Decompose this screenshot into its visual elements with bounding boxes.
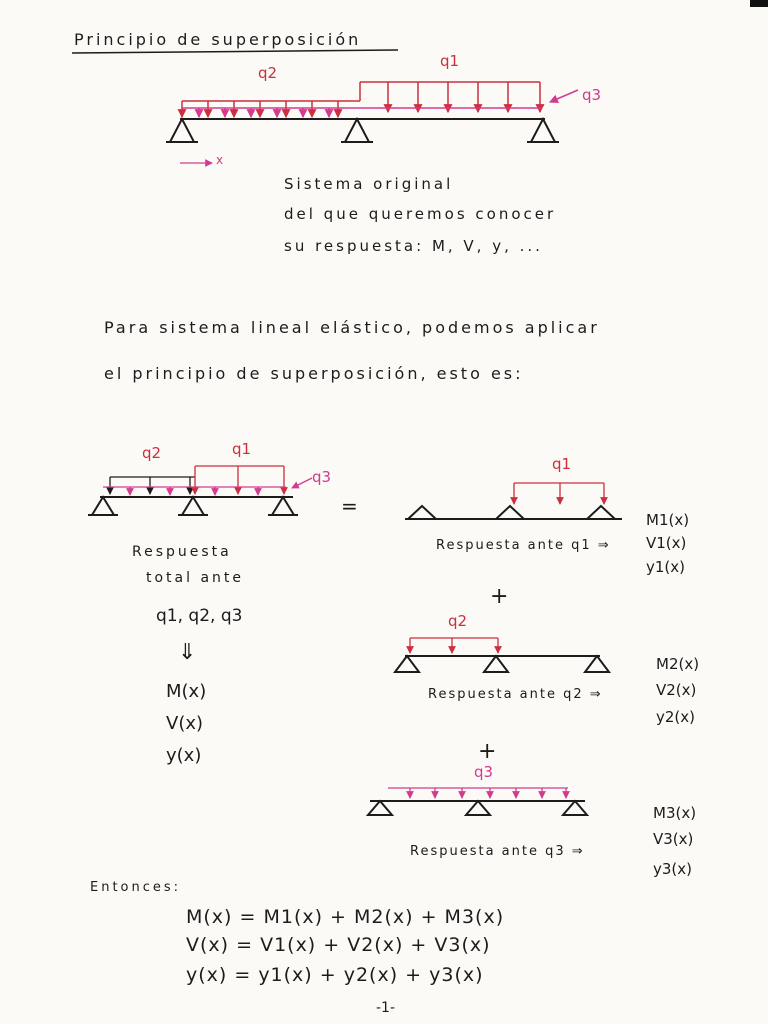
left-q1-label: q1 bbox=[232, 440, 252, 458]
equals-sign: = bbox=[341, 494, 358, 518]
total-V: V(x) bbox=[166, 713, 204, 734]
case1-q1-label: q1 bbox=[552, 455, 572, 473]
case2-M: M2(x) bbox=[656, 655, 700, 673]
case1-beam-figure bbox=[405, 483, 622, 519]
total-response-line-1: Respuesta bbox=[132, 544, 232, 560]
case3-beam-figure bbox=[368, 788, 587, 815]
total-response-line-2: total ante bbox=[146, 570, 245, 586]
top-beam-figure bbox=[166, 82, 578, 163]
equation-V: V(x) = V1(x) + V2(x) + V3(x) bbox=[186, 934, 491, 956]
left-q3-label: q3 bbox=[312, 468, 332, 486]
case2-q2-label: q2 bbox=[448, 612, 468, 630]
title-underline bbox=[72, 50, 398, 53]
case1-y: y1(x) bbox=[646, 558, 686, 576]
left-q1-load bbox=[195, 466, 284, 494]
plus-sign-1: + bbox=[490, 584, 509, 609]
case3-q3-load bbox=[388, 788, 568, 798]
page-title: Principio de superposición bbox=[74, 30, 362, 49]
total-y: y(x) bbox=[166, 745, 202, 766]
support-b bbox=[345, 119, 369, 142]
equation-M: M(x) = M1(x) + M2(x) + M3(x) bbox=[186, 906, 505, 928]
case2-q2-load bbox=[410, 638, 498, 653]
support-a bbox=[170, 119, 194, 142]
support-c bbox=[531, 119, 555, 142]
statement-line-2: el principio de superposición, esto es: bbox=[104, 364, 524, 383]
left-beam-figure bbox=[88, 466, 312, 515]
case2-text: Respuesta ante q2 ⇒ bbox=[428, 687, 603, 702]
total-M: M(x) bbox=[166, 681, 207, 702]
plus-sign-2: + bbox=[478, 739, 497, 764]
top-q3-load bbox=[182, 90, 578, 117]
left-q3-load bbox=[103, 478, 312, 495]
case1-q1-load bbox=[514, 483, 604, 504]
case2-y: y2(x) bbox=[656, 708, 696, 726]
case3-y: y3(x) bbox=[653, 860, 693, 878]
statement-line-1: Para sistema lineal elástico, podemos aplicar bbox=[104, 318, 600, 337]
left-q2-load bbox=[110, 477, 195, 494]
case1-V: V1(x) bbox=[646, 534, 687, 552]
top-q2-label: q2 bbox=[258, 64, 278, 82]
total-loads: q1, q2, q3 bbox=[156, 606, 243, 626]
case3-text: Respuesta ante q3 ⇒ bbox=[410, 844, 585, 859]
top-q2-load bbox=[182, 101, 360, 117]
page-number: -1- bbox=[376, 1000, 396, 1016]
case2-beam-figure bbox=[395, 638, 609, 672]
case1-text: Respuesta ante q1 ⇒ bbox=[436, 538, 611, 553]
intro-line-2: del que queremos conocer bbox=[284, 205, 557, 223]
intro-line-1: Sistema original bbox=[284, 175, 454, 193]
left-q2-label: q2 bbox=[142, 444, 162, 462]
case3-q3-label: q3 bbox=[474, 763, 494, 781]
conclusion-label: Entonces: bbox=[90, 880, 182, 895]
intro-line-3: su respuesta: M, V, y, ... bbox=[284, 237, 543, 255]
x-axis-label: x bbox=[216, 153, 224, 167]
top-q3-label: q3 bbox=[582, 86, 602, 104]
case1-M: M1(x) bbox=[646, 511, 690, 529]
equation-y: y(x) = y1(x) + y2(x) + y3(x) bbox=[186, 964, 484, 986]
case3-M: M3(x) bbox=[653, 804, 697, 822]
top-q1-label: q1 bbox=[440, 52, 460, 70]
case3-V: V3(x) bbox=[653, 830, 694, 848]
case2-V: V2(x) bbox=[656, 681, 697, 699]
down-arrow-icon: ⇓ bbox=[178, 640, 197, 665]
